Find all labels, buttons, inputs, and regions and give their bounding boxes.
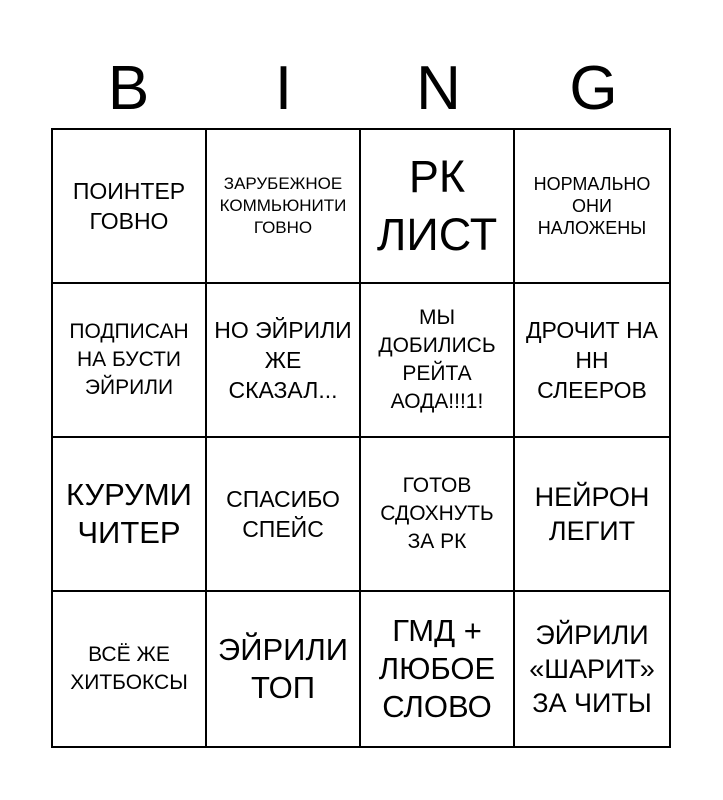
- cell-text: РК ЛИСТ: [376, 151, 498, 260]
- cell-text: ГМД + ЛЮБОЕ СЛОВО: [378, 613, 496, 724]
- bingo-cell[interactable]: [53, 438, 207, 592]
- header-letter-g: G: [569, 54, 618, 123]
- bingo-cell[interactable]: [207, 130, 361, 284]
- bingo-cell[interactable]: [361, 284, 515, 438]
- bingo-cell[interactable]: [515, 592, 669, 746]
- cell-text: ДРОЧИТ НА НН СЛЕЕРОВ: [525, 317, 659, 403]
- cell-text: ПОИНТЕР ГОВНО: [72, 178, 186, 234]
- header-letter-b: B: [107, 54, 150, 123]
- bingo-cell[interactable]: [207, 438, 361, 592]
- bingo-cell[interactable]: [361, 130, 515, 284]
- bingo-cell[interactable]: [361, 592, 515, 746]
- bingo-cell[interactable]: [515, 438, 669, 592]
- cell-text: КУРУМИ ЧИТЕР: [66, 477, 192, 550]
- cell-text: ЭЙРИЛИ ТОП: [217, 632, 349, 705]
- cell-text: НЕЙРОН ЛЕГИТ: [534, 482, 650, 546]
- cell-text: СПАСИБО СПЕЙС: [226, 486, 340, 542]
- header-letter-i: I: [274, 54, 293, 123]
- cell-text: ЭЙРИЛИ «ШАРИТ» ЗА ЧИТЫ: [529, 620, 655, 718]
- header-letter-n: N: [416, 54, 461, 123]
- bingo-cell[interactable]: [53, 130, 207, 284]
- cell-text: НО ЭЙРИЛИ ЖЕ СКАЗАЛ...: [214, 317, 352, 403]
- bingo-cell[interactable]: [515, 130, 669, 284]
- bingo-cell[interactable]: [515, 284, 669, 438]
- cell-text: ВСЁ ЖЕ ХИТБОКСЫ: [70, 643, 188, 694]
- cell-text: ГОТОВ СДОХНУТЬ ЗА РК: [380, 474, 494, 553]
- cell-text: ЗАРУБЕЖНОЕ КОММЬЮНИТИ ГОВНО: [219, 174, 347, 237]
- bingo-header: [51, 50, 671, 128]
- bingo-cell[interactable]: [53, 284, 207, 438]
- bingo-cell[interactable]: [207, 592, 361, 746]
- bingo-cell[interactable]: [207, 284, 361, 438]
- cell-text: МЫ ДОБИЛИСЬ РЕЙТА АОДА!!!1!: [378, 306, 496, 413]
- cell-text: НОРМАЛЬНО ОНИ НАЛОЖЕНЫ: [533, 174, 651, 238]
- bingo-grid: [51, 128, 671, 748]
- bingo-cell[interactable]: [361, 438, 515, 592]
- cell-text: ПОДПИСАН НА БУСТИ ЭЙРИЛИ: [69, 320, 189, 399]
- bingo-cell[interactable]: [53, 592, 207, 746]
